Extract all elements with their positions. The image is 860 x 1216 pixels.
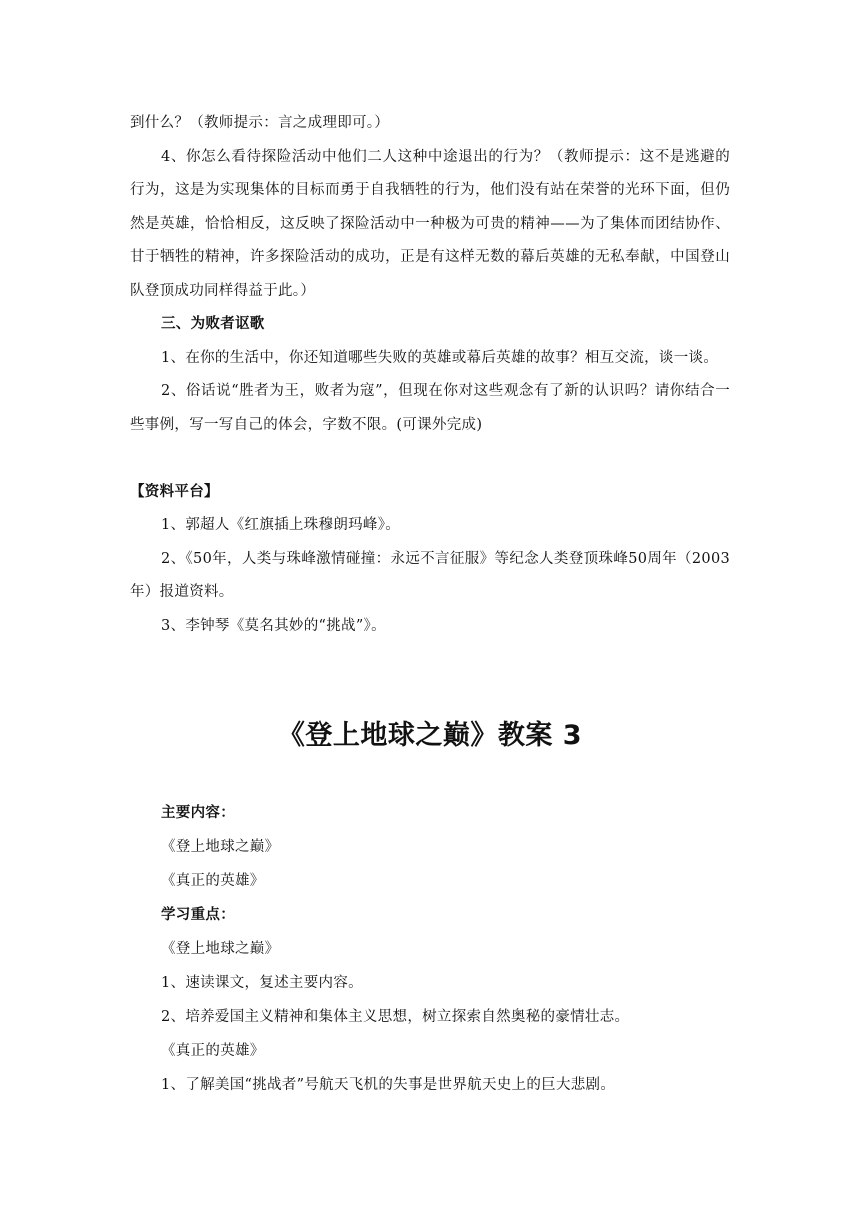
blank-line bbox=[130, 442, 730, 476]
study-focus-1-point-1: 1、速读课文，复述主要内容。 bbox=[161, 975, 363, 991]
study-focus-subtitle-2: 《真正的英雄》 bbox=[161, 1043, 265, 1059]
study-focus-label: 学习重点： bbox=[161, 907, 235, 923]
main-content-label: 主要内容： bbox=[161, 805, 235, 821]
lesson-body-lower bbox=[161, 796, 731, 1102]
study-focus-2-point-1: 1、了解美国“挑战者”号航天飞机的失事是世界航天史上的巨大悲剧。 bbox=[161, 1077, 616, 1093]
resource-item-1: 1、郭超人《红旗插上珠穆朗玛峰》。 bbox=[161, 517, 401, 533]
main-content-item-1: 《登上地球之巅》 bbox=[161, 839, 280, 855]
praise-question-1: 1、在你的生活中，你还知道哪些失败的英雄或幕后英雄的故事？相互交流，谈一谈。 bbox=[161, 349, 719, 366]
lesson-body-upper bbox=[130, 107, 730, 643]
resource-item-2: 2、《50年，人类与珠峰激情碰撞：永远不言征服》等纪念人类登顶珠峰50周年（2003年）报道资料。 bbox=[130, 550, 730, 600]
resource-item-3: 3、李钟琴《莫名其妙的“挑战”》。 bbox=[161, 617, 386, 634]
lesson-title: 《登上地球之巅》教案 3 bbox=[277, 720, 583, 751]
section-heading-praise-losers: 三、为败者讴歌 bbox=[161, 316, 265, 332]
paragraph-continuation: 到什么？（教师提示：言之成理即可。） bbox=[130, 115, 390, 131]
study-focus-subtitle-1: 《登上地球之巅》 bbox=[161, 941, 280, 957]
resources-heading: 【资料平台】 bbox=[130, 483, 219, 500]
lesson-title-block bbox=[0, 716, 860, 756]
main-content-item-2: 《真正的英雄》 bbox=[161, 873, 265, 889]
question-4-paragraph: 4、你怎么看待探险活动中他们二人这种中途退出的行为？（教师提示：这不是逃避的行为，这是为实现集体的目标而勇于自我牺牲的行为，他们没有站在荣誉的光环下面，但仍然是英雄，恰恰相反，这反映了探险活动中一种极为可贵的精神——为了集体而团结协作、甘于牺牲的精神，许多探险活动的成功，正是有这样无数的幕后英雄的无私奉献，中国登山队登顶成功同样得益于此。） bbox=[130, 148, 730, 299]
praise-question-2: 2、俗话说“胜者为王，败者为寇”，但现在你对这些观念有了新的认识吗？请你结合一些事例，写一写自己的体会，字数不限。(可课外完成) bbox=[130, 383, 730, 433]
study-focus-1-point-2: 2、培养爱国主义精神和集体主义思想，树立探索自然奥秘的豪情壮志。 bbox=[161, 1009, 630, 1025]
